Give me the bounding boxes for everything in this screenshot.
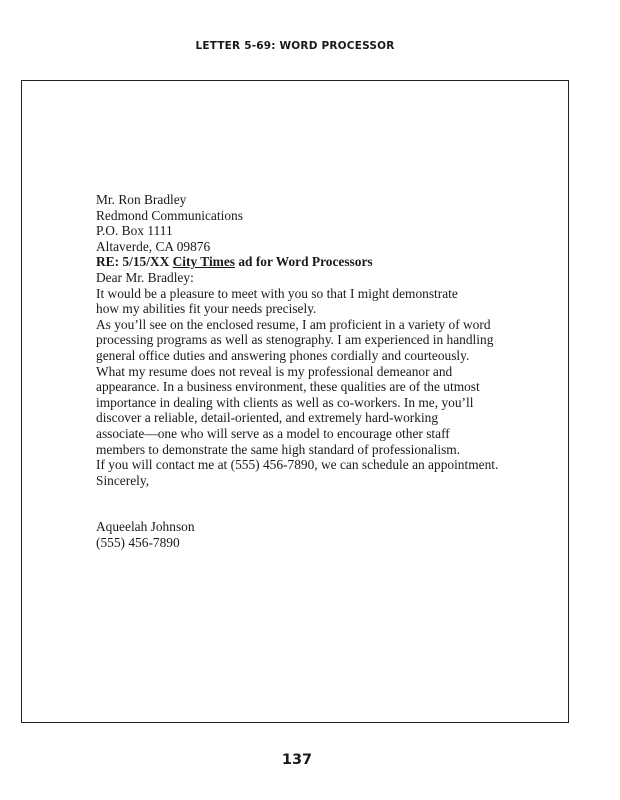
paragraph-line: What my resume does not reveal is my professional demeanor and bbox=[96, 363, 453, 379]
paragraph-line: discover a reliable, detail-oriented, and extremely hard-working bbox=[96, 410, 439, 426]
paragraph-line: processing programs as well as stenography. I am experienced in handling bbox=[96, 332, 494, 348]
signature-phone: (555) 456-7890 bbox=[96, 534, 180, 550]
paragraph-3 bbox=[96, 364, 536, 458]
paragraph-line: general office duties and answering phones cordially and courteously. bbox=[96, 347, 470, 363]
subject-line bbox=[96, 254, 536, 270]
paragraph-4 bbox=[96, 457, 536, 473]
recipient-city-state-zip: Altaverde, CA 09876 bbox=[96, 238, 211, 254]
paragraph-line: associate—one who will serve as a model to encourage other staff bbox=[96, 425, 450, 441]
paragraph-2 bbox=[96, 317, 536, 364]
paragraph-line: As you’ll see on the enclosed resume, I am proficient in a variety of word bbox=[96, 316, 491, 332]
paragraph-line: members to demonstrate the same high standard of professionalism. bbox=[96, 441, 461, 457]
letter-body bbox=[96, 192, 536, 550]
salutation: Dear Mr. Bradley: bbox=[96, 269, 194, 285]
recipient-address bbox=[96, 192, 536, 254]
paragraph-line: If you will contact me at (555) 456-7890, we can schedule an appointment. bbox=[96, 457, 499, 473]
paragraph-line: appearance. In a business environment, these qualities are of the utmost bbox=[96, 379, 480, 395]
subject-prefix: RE: 5/15/XX bbox=[96, 254, 173, 270]
signature-name: Aqueelah Johnson bbox=[96, 519, 195, 535]
page-header-title: LETTER 5-69: WORD PROCESSOR bbox=[195, 40, 395, 52]
subject-publication: City Times bbox=[172, 254, 235, 270]
recipient-company: Redmond Communications bbox=[96, 207, 243, 223]
paragraph-1 bbox=[96, 286, 536, 317]
recipient-name: Mr. Ron Bradley bbox=[96, 192, 187, 207]
signature-block bbox=[96, 519, 536, 550]
closing: Sincerely, bbox=[96, 472, 150, 488]
paragraph-line: It would be a pleasure to meet with you so that I might demonstrate bbox=[96, 285, 458, 301]
paragraph-line: importance in dealing with clients as well as co-workers. In me, you’ll bbox=[96, 394, 474, 410]
paragraph-line: how my abilities fit your needs precisely. bbox=[96, 301, 317, 317]
recipient-po-box: P.O. Box 1111 bbox=[96, 223, 173, 239]
subject-suffix: ad for Word Processors bbox=[235, 254, 373, 270]
page-number: 137 bbox=[281, 752, 313, 768]
